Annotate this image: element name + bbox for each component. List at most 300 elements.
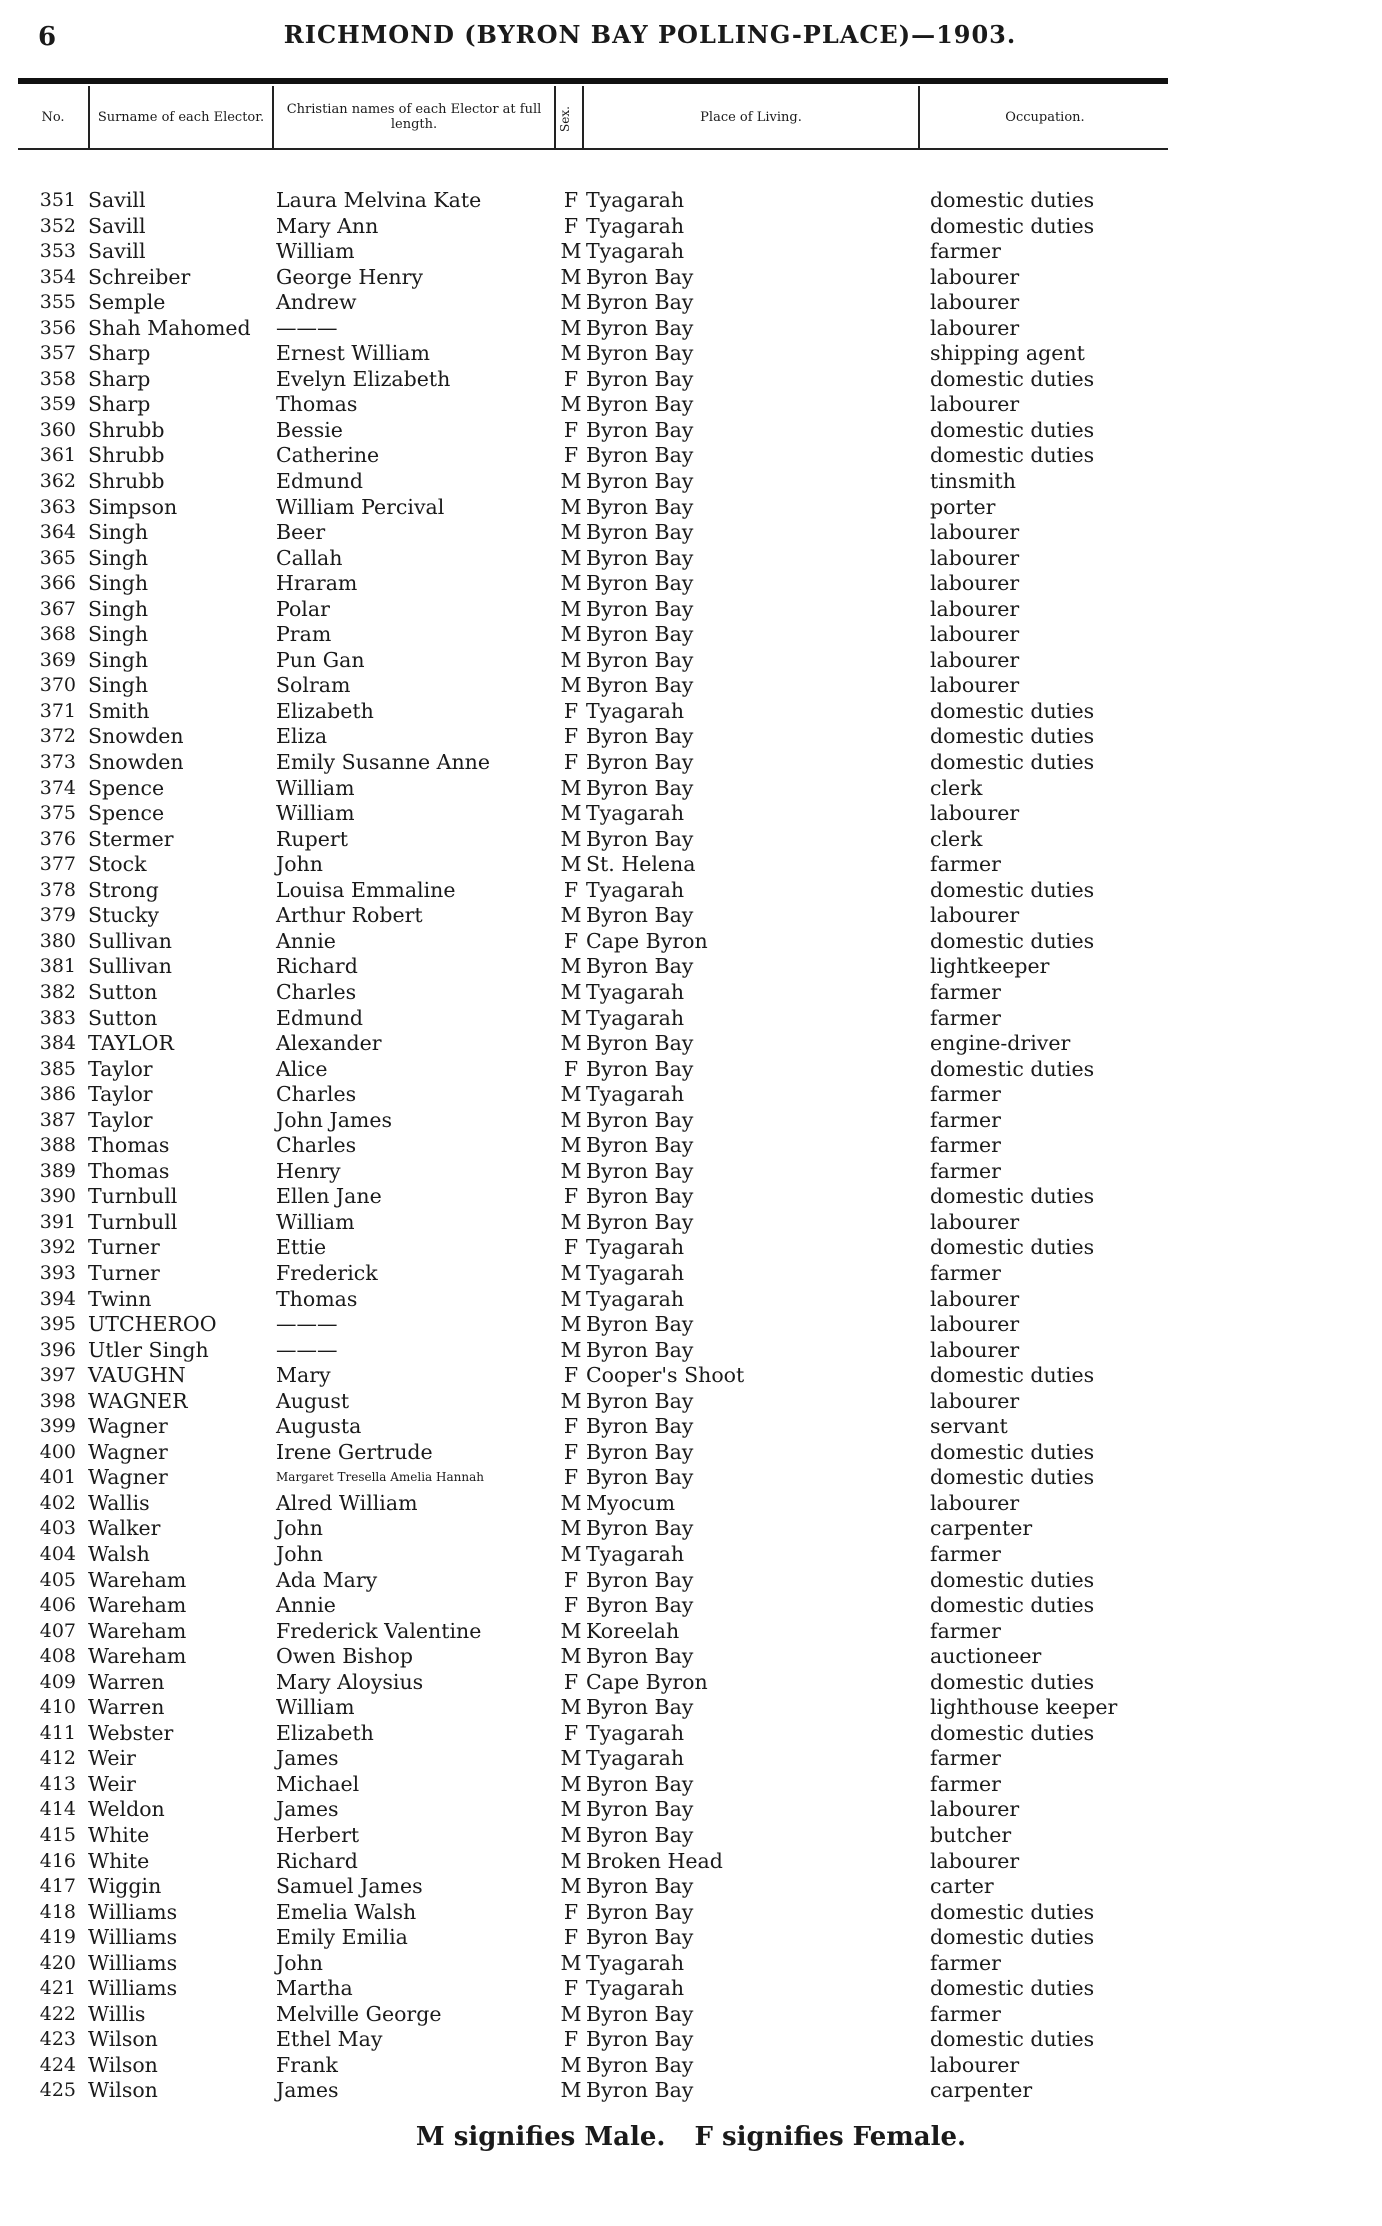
- elector-occupation: domestic duties: [930, 1976, 1095, 2001]
- column-divider: [582, 86, 584, 148]
- header-occupation: Occupation.: [1005, 109, 1085, 125]
- elector-number: 420: [39, 1951, 76, 1974]
- elector-christian-names: Frederick Valentine: [276, 1618, 482, 1643]
- elector-occupation: labourer: [930, 1388, 1020, 1413]
- elector-occupation: domestic duties: [930, 417, 1095, 442]
- elector-occupation: farmer: [930, 979, 1001, 1004]
- elector-christian-names: Owen Bishop: [276, 1644, 414, 1669]
- elector-surname: Taylor: [88, 1056, 153, 1081]
- elector-surname: Wagner: [88, 1439, 168, 1464]
- elector-number: 384: [39, 1032, 76, 1055]
- table-row: [0, 495, 1382, 521]
- elector-sex: F: [563, 1439, 579, 1464]
- elector-number: 409: [39, 1670, 76, 1693]
- table-row: [0, 1287, 1382, 1313]
- elector-place: Byron Bay: [586, 1593, 694, 1618]
- elector-number: 361: [39, 444, 76, 467]
- elector-sex: M: [560, 1490, 582, 1515]
- table-row: [0, 673, 1382, 699]
- elector-number: 385: [39, 1057, 76, 1080]
- elector-number: 351: [39, 189, 76, 211]
- elector-sex: F: [563, 188, 579, 212]
- elector-occupation: farmer: [930, 2001, 1001, 2026]
- elector-surname: Singh: [88, 673, 149, 698]
- elector-place: Tyagarah: [586, 979, 685, 1004]
- elector-surname: Walsh: [88, 1541, 150, 1566]
- elector-surname: Turnbull: [88, 1209, 178, 1234]
- elector-christian-names: Polar: [276, 596, 330, 621]
- elector-place: Myocum: [586, 1490, 676, 1515]
- elector-number: 397: [39, 1364, 76, 1387]
- elector-christian-names: Elizabeth: [276, 698, 374, 723]
- elector-occupation: domestic duties: [930, 1439, 1095, 1464]
- elector-occupation: farmer: [930, 1133, 1001, 1158]
- elector-sex: F: [563, 698, 579, 723]
- elector-sex: M: [560, 341, 582, 366]
- elector-occupation: labourer: [930, 1286, 1020, 1311]
- table-row: [0, 1874, 1382, 1900]
- table-row: [0, 903, 1382, 929]
- elector-surname: Stock: [88, 852, 147, 877]
- elector-sex: M: [560, 290, 582, 315]
- table-row: [0, 1593, 1382, 1619]
- elector-occupation: labourer: [930, 1797, 1020, 1822]
- elector-place: Byron Bay: [586, 1158, 694, 1183]
- elector-occupation: labourer: [930, 596, 1020, 621]
- elector-number: 404: [39, 1542, 76, 1565]
- elector-christian-names: John: [276, 1541, 323, 1566]
- elector-number: 378: [39, 878, 76, 901]
- elector-christian-names: Michael: [276, 1771, 360, 1796]
- elector-christian-names: Herbert: [276, 1823, 360, 1847]
- elector-number: 403: [39, 1517, 76, 1540]
- elector-place: Tyagarah: [586, 1746, 685, 1771]
- elector-christian-names: Laura Melvina Kate: [276, 188, 482, 212]
- table-row: [0, 1261, 1382, 1287]
- elector-surname: Warren: [88, 1669, 165, 1694]
- elector-sex: F: [563, 1976, 579, 2001]
- elector-christian-names: Richard: [276, 1848, 358, 1873]
- elector-sex: M: [560, 494, 582, 519]
- elector-sex: M: [560, 1771, 582, 1796]
- elector-number: 365: [39, 546, 76, 569]
- elector-christian-names: William: [276, 1695, 355, 1720]
- elector-christian-names: William: [276, 801, 355, 826]
- elector-christian-names: Ernest William: [276, 341, 430, 366]
- table-row: [0, 1184, 1382, 1210]
- table-row: [0, 929, 1382, 955]
- elector-surname: Sullivan: [88, 954, 172, 979]
- table-row: [0, 1925, 1382, 1951]
- elector-christian-names: Emelia Walsh: [276, 1899, 417, 1924]
- table-row: [0, 1414, 1382, 1440]
- table-row: [0, 597, 1382, 623]
- elector-christian-names: Martha: [276, 1976, 353, 2001]
- elector-surname: Snowden: [88, 724, 184, 749]
- elector-number: 392: [39, 1236, 76, 1259]
- elector-christian-names: Edmund: [276, 1005, 364, 1030]
- table-row: [0, 1210, 1382, 1236]
- table-row: [0, 2078, 1382, 2104]
- elector-occupation: clerk: [930, 775, 983, 800]
- elector-place: Byron Bay: [586, 903, 694, 928]
- table-row: [0, 1338, 1382, 1364]
- elector-place: Byron Bay: [586, 1439, 694, 1464]
- elector-christian-names: Mary: [276, 1363, 331, 1388]
- elector-number: 362: [39, 470, 76, 493]
- table-row: [0, 1849, 1382, 1875]
- elector-surname: Snowden: [88, 750, 184, 775]
- elector-occupation: labourer: [930, 1848, 1020, 1873]
- elector-number: 406: [39, 1594, 76, 1617]
- elector-christian-names: Pun Gan: [276, 647, 365, 672]
- elector-christian-names: Arthur Robert: [276, 903, 423, 928]
- elector-sex: M: [560, 2078, 582, 2103]
- elector-place: Cape Byron: [586, 928, 708, 953]
- elector-number: 386: [39, 1083, 76, 1106]
- elector-occupation: labourer: [930, 315, 1020, 340]
- elector-christian-names: ———: [276, 315, 338, 340]
- elector-number: 424: [39, 2053, 76, 2076]
- elector-number: 394: [39, 1287, 76, 1310]
- elector-place: Byron Bay: [586, 750, 694, 775]
- elector-number: 371: [39, 699, 76, 722]
- elector-place: Byron Bay: [586, 1337, 694, 1362]
- elector-christian-names: August: [276, 1388, 350, 1413]
- elector-surname: Thomas: [88, 1158, 170, 1183]
- elector-number: 399: [39, 1415, 76, 1438]
- elector-number: 353: [39, 240, 76, 263]
- elector-place: Tyagarah: [586, 1541, 685, 1566]
- elector-occupation: domestic duties: [930, 1235, 1095, 1260]
- table-row: [0, 546, 1382, 572]
- elector-number: 375: [39, 802, 76, 825]
- elector-occupation: labourer: [930, 520, 1020, 545]
- elector-sex: M: [560, 1337, 582, 1362]
- column-divider: [554, 86, 556, 148]
- elector-occupation: porter: [930, 494, 996, 519]
- elector-number: 357: [39, 342, 76, 365]
- elector-place: Byron Bay: [586, 1465, 694, 1490]
- table-row: [0, 1797, 1382, 1823]
- column-divider: [272, 86, 274, 148]
- elector-sex: M: [560, 1823, 582, 1847]
- elector-sex: M: [560, 1516, 582, 1541]
- elector-christian-names: Edmund: [276, 469, 364, 494]
- elector-sex: M: [560, 1158, 582, 1183]
- table-row: [0, 1516, 1382, 1542]
- elector-christian-names: Ellen Jane: [276, 1184, 382, 1209]
- elector-surname: Stucky: [88, 903, 159, 928]
- elector-sex: F: [563, 1669, 579, 1694]
- table-row: [0, 1440, 1382, 1466]
- elector-number: 396: [39, 1338, 76, 1361]
- elector-sex: M: [560, 1107, 582, 1132]
- elector-surname: Wareham: [88, 1644, 187, 1669]
- elector-surname: Shrubb: [88, 469, 165, 494]
- elector-surname: Singh: [88, 571, 149, 596]
- elector-occupation: domestic duties: [930, 1925, 1095, 1950]
- elector-sex: M: [560, 826, 582, 851]
- elector-sex: F: [563, 1414, 579, 1439]
- table-row: [0, 1031, 1382, 1057]
- elector-number: 352: [39, 214, 76, 237]
- elector-surname: Sutton: [88, 979, 158, 1004]
- elector-sex: F: [563, 366, 579, 391]
- elector-surname: Wallis: [88, 1490, 150, 1515]
- elector-place: Tyagarah: [586, 1950, 685, 1975]
- elector-surname: Savill: [88, 188, 146, 212]
- elector-christian-names: Pram: [276, 622, 332, 647]
- elector-place: Tyagarah: [586, 188, 685, 212]
- sex-legend: [0, 2122, 1382, 2152]
- elector-christian-names: Margaret Tresella Amelia Hannah: [276, 1470, 484, 1485]
- elector-number: 414: [39, 1798, 76, 1821]
- elector-surname: Webster: [88, 1720, 174, 1745]
- elector-number: 367: [39, 597, 76, 620]
- elector-sex: M: [560, 954, 582, 979]
- elector-number: 377: [39, 853, 76, 876]
- elector-occupation: domestic duties: [930, 1669, 1095, 1694]
- elector-sex: F: [563, 877, 579, 902]
- elector-sex: F: [563, 2027, 579, 2052]
- elector-sex: F: [563, 1720, 579, 1745]
- elector-occupation: farmer: [930, 239, 1001, 264]
- elector-place: Byron Bay: [586, 1567, 694, 1592]
- elector-occupation: domestic duties: [930, 698, 1095, 723]
- elector-sex: F: [563, 724, 579, 749]
- elector-occupation: labourer: [930, 673, 1020, 698]
- elector-number: 369: [39, 648, 76, 671]
- elector-sex: F: [563, 1363, 579, 1388]
- elector-place: Koreelah: [586, 1618, 680, 1643]
- table-row: [0, 1619, 1382, 1645]
- elector-number: 368: [39, 623, 76, 646]
- table-row: [0, 265, 1382, 291]
- elector-number: 387: [39, 1108, 76, 1131]
- elector-sex: M: [560, 1746, 582, 1771]
- elector-sex: M: [560, 1005, 582, 1030]
- elector-surname: Schreiber: [88, 264, 191, 289]
- elector-number: 410: [39, 1696, 76, 1719]
- header-christian-names: Christian names of each Elector at full length.: [286, 102, 542, 132]
- elector-occupation: domestic duties: [930, 1184, 1095, 1209]
- elector-number: 370: [39, 674, 76, 697]
- elector-occupation: carpenter: [930, 2078, 1033, 2103]
- table-row: [0, 1159, 1382, 1185]
- table-row: [0, 2027, 1382, 2053]
- elector-place: Byron Bay: [586, 443, 694, 468]
- elector-christian-names: Hraram: [276, 571, 358, 596]
- elector-occupation: domestic duties: [930, 1720, 1095, 1745]
- elector-christian-names: Charles: [276, 979, 357, 1004]
- elector-place: Byron Bay: [586, 366, 694, 391]
- table-row: [0, 418, 1382, 444]
- elector-sex: F: [563, 1235, 579, 1260]
- elector-surname: Sharp: [88, 366, 151, 391]
- elector-christian-names: William Percival: [276, 494, 445, 519]
- page-number: 6: [38, 22, 57, 52]
- elector-surname: Wilson: [88, 2078, 158, 2103]
- female-note: F signifies Female.: [694, 2122, 967, 2152]
- elector-place: Byron Bay: [586, 494, 694, 519]
- elector-place: Tyagarah: [586, 1235, 685, 1260]
- elector-place: Byron Bay: [586, 1184, 694, 1209]
- elector-christian-names: Catherine: [276, 443, 380, 468]
- elector-surname: Twinn: [88, 1286, 152, 1311]
- elector-occupation: domestic duties: [930, 2027, 1095, 2052]
- elector-occupation: carpenter: [930, 1516, 1033, 1541]
- elector-christian-names: Callah: [276, 545, 343, 570]
- elector-sex: M: [560, 1644, 582, 1669]
- table-row: [0, 214, 1382, 240]
- table-row: [0, 1900, 1382, 1926]
- elector-surname: Weir: [88, 1771, 136, 1796]
- elector-place: Byron Bay: [586, 622, 694, 647]
- elector-christian-names: Frederick: [276, 1260, 378, 1285]
- elector-number: 376: [39, 827, 76, 850]
- table-row: [0, 1644, 1382, 1670]
- elector-occupation: domestic duties: [930, 1056, 1095, 1081]
- elector-surname: Williams: [88, 1899, 178, 1924]
- elector-place: Byron Bay: [586, 1031, 694, 1056]
- elector-sex: M: [560, 520, 582, 545]
- header-rule: [18, 148, 1168, 150]
- table-row: [0, 954, 1382, 980]
- elector-occupation: lightkeeper: [930, 954, 1050, 979]
- table-row: [0, 1491, 1382, 1517]
- table-row: [0, 1746, 1382, 1772]
- elector-occupation: labourer: [930, 903, 1020, 928]
- table-row: [0, 1057, 1382, 1083]
- table-row: [0, 852, 1382, 878]
- elector-occupation: farmer: [930, 1260, 1001, 1285]
- table-row: [0, 1108, 1382, 1134]
- elector-occupation: labourer: [930, 2052, 1020, 2077]
- elector-occupation: domestic duties: [930, 877, 1095, 902]
- elector-sex: M: [560, 1286, 582, 1311]
- elector-sex: M: [560, 392, 582, 417]
- elector-place: Byron Bay: [586, 1823, 694, 1847]
- elector-number: 419: [39, 1926, 76, 1949]
- elector-surname: Williams: [88, 1925, 178, 1950]
- elector-christian-names: Thomas: [276, 392, 358, 417]
- elector-christian-names: William: [276, 239, 355, 264]
- elector-sex: M: [560, 903, 582, 928]
- elector-surname: Weir: [88, 1746, 136, 1771]
- table-row: [0, 980, 1382, 1006]
- elector-christian-names: Emily Emilia: [276, 1925, 408, 1950]
- table-row: [0, 1006, 1382, 1032]
- elector-christian-names: Alred William: [276, 1490, 418, 1515]
- elector-occupation: farmer: [930, 1005, 1001, 1030]
- elector-sex: F: [563, 1899, 579, 1924]
- table-row: [0, 776, 1382, 802]
- elector-christian-names: John: [276, 1516, 323, 1541]
- elector-christian-names: Charles: [276, 1133, 357, 1158]
- table-row: [0, 1389, 1382, 1415]
- elector-place: Tyagarah: [586, 239, 685, 264]
- elector-occupation: labourer: [930, 290, 1020, 315]
- table-row: [0, 1082, 1382, 1108]
- elector-surname: Singh: [88, 622, 149, 647]
- top-rule: [18, 78, 1168, 84]
- elector-occupation: farmer: [930, 1158, 1001, 1183]
- table-row: [0, 2053, 1382, 2079]
- elector-sex: M: [560, 1260, 582, 1285]
- elector-place: Tyagarah: [586, 1286, 685, 1311]
- elector-occupation: labourer: [930, 647, 1020, 672]
- table-row: [0, 571, 1382, 597]
- elector-surname: Singh: [88, 545, 149, 570]
- elector-place: Byron Bay: [586, 673, 694, 698]
- elector-christian-names: Alexander: [276, 1031, 382, 1056]
- elector-occupation: farmer: [930, 1771, 1001, 1796]
- elector-surname: Thomas: [88, 1133, 170, 1158]
- elector-sex: M: [560, 1312, 582, 1337]
- elector-sex: F: [563, 750, 579, 775]
- elector-sex: M: [560, 315, 582, 340]
- elector-sex: F: [563, 1567, 579, 1592]
- elector-christian-names: ———: [276, 1337, 338, 1362]
- elector-sex: M: [560, 2052, 582, 2077]
- elector-christian-names: Rupert: [276, 826, 348, 851]
- header-surname: Surname of each Elector.: [97, 109, 265, 125]
- elector-number: 390: [39, 1185, 76, 1208]
- elector-surname: Wilson: [88, 2052, 158, 2077]
- elector-christian-names: Bessie: [276, 417, 343, 442]
- elector-christian-names: Henry: [276, 1158, 341, 1183]
- elector-number: 395: [39, 1313, 76, 1336]
- elector-christian-names: Louisa Emmaline: [276, 877, 456, 902]
- elector-sex: M: [560, 622, 582, 647]
- elector-occupation: domestic duties: [930, 1363, 1095, 1388]
- elector-occupation: labourer: [930, 1209, 1020, 1234]
- elector-sex: F: [563, 1465, 579, 1490]
- elector-surname: Shrubb: [88, 443, 165, 468]
- elector-christian-names: John: [276, 852, 323, 877]
- elector-place: Byron Bay: [586, 2027, 694, 2052]
- table-row: [0, 724, 1382, 750]
- elector-occupation: domestic duties: [930, 366, 1095, 391]
- elector-number: 425: [39, 2079, 76, 2102]
- elector-occupation: domestic duties: [930, 1593, 1095, 1618]
- elector-occupation: carter: [930, 1874, 994, 1899]
- elector-christian-names: Mary Ann: [276, 213, 379, 238]
- elector-christian-names: Evelyn Elizabeth: [276, 366, 451, 391]
- elector-christian-names: John: [276, 1950, 323, 1975]
- elector-surname: Savill: [88, 213, 146, 238]
- elector-occupation: farmer: [930, 1541, 1001, 1566]
- elector-number: 358: [39, 367, 76, 390]
- elector-place: Cooper's Shoot: [586, 1363, 745, 1388]
- elector-number: 381: [39, 955, 76, 978]
- elector-place: Byron Bay: [586, 1388, 694, 1413]
- table-row: [0, 1670, 1382, 1696]
- elector-sex: M: [560, 545, 582, 570]
- table-row: [0, 290, 1382, 316]
- table-row: [0, 2002, 1382, 2028]
- elector-number: 418: [39, 1900, 76, 1923]
- table-row: [0, 1363, 1382, 1389]
- elector-place: Byron Bay: [586, 545, 694, 570]
- elector-sex: M: [560, 596, 582, 621]
- table-row: [0, 750, 1382, 776]
- elector-number: 389: [39, 1159, 76, 1182]
- elector-surname: Strong: [88, 877, 159, 902]
- elector-number: 360: [39, 418, 76, 441]
- elector-place: Tyagarah: [586, 1720, 685, 1745]
